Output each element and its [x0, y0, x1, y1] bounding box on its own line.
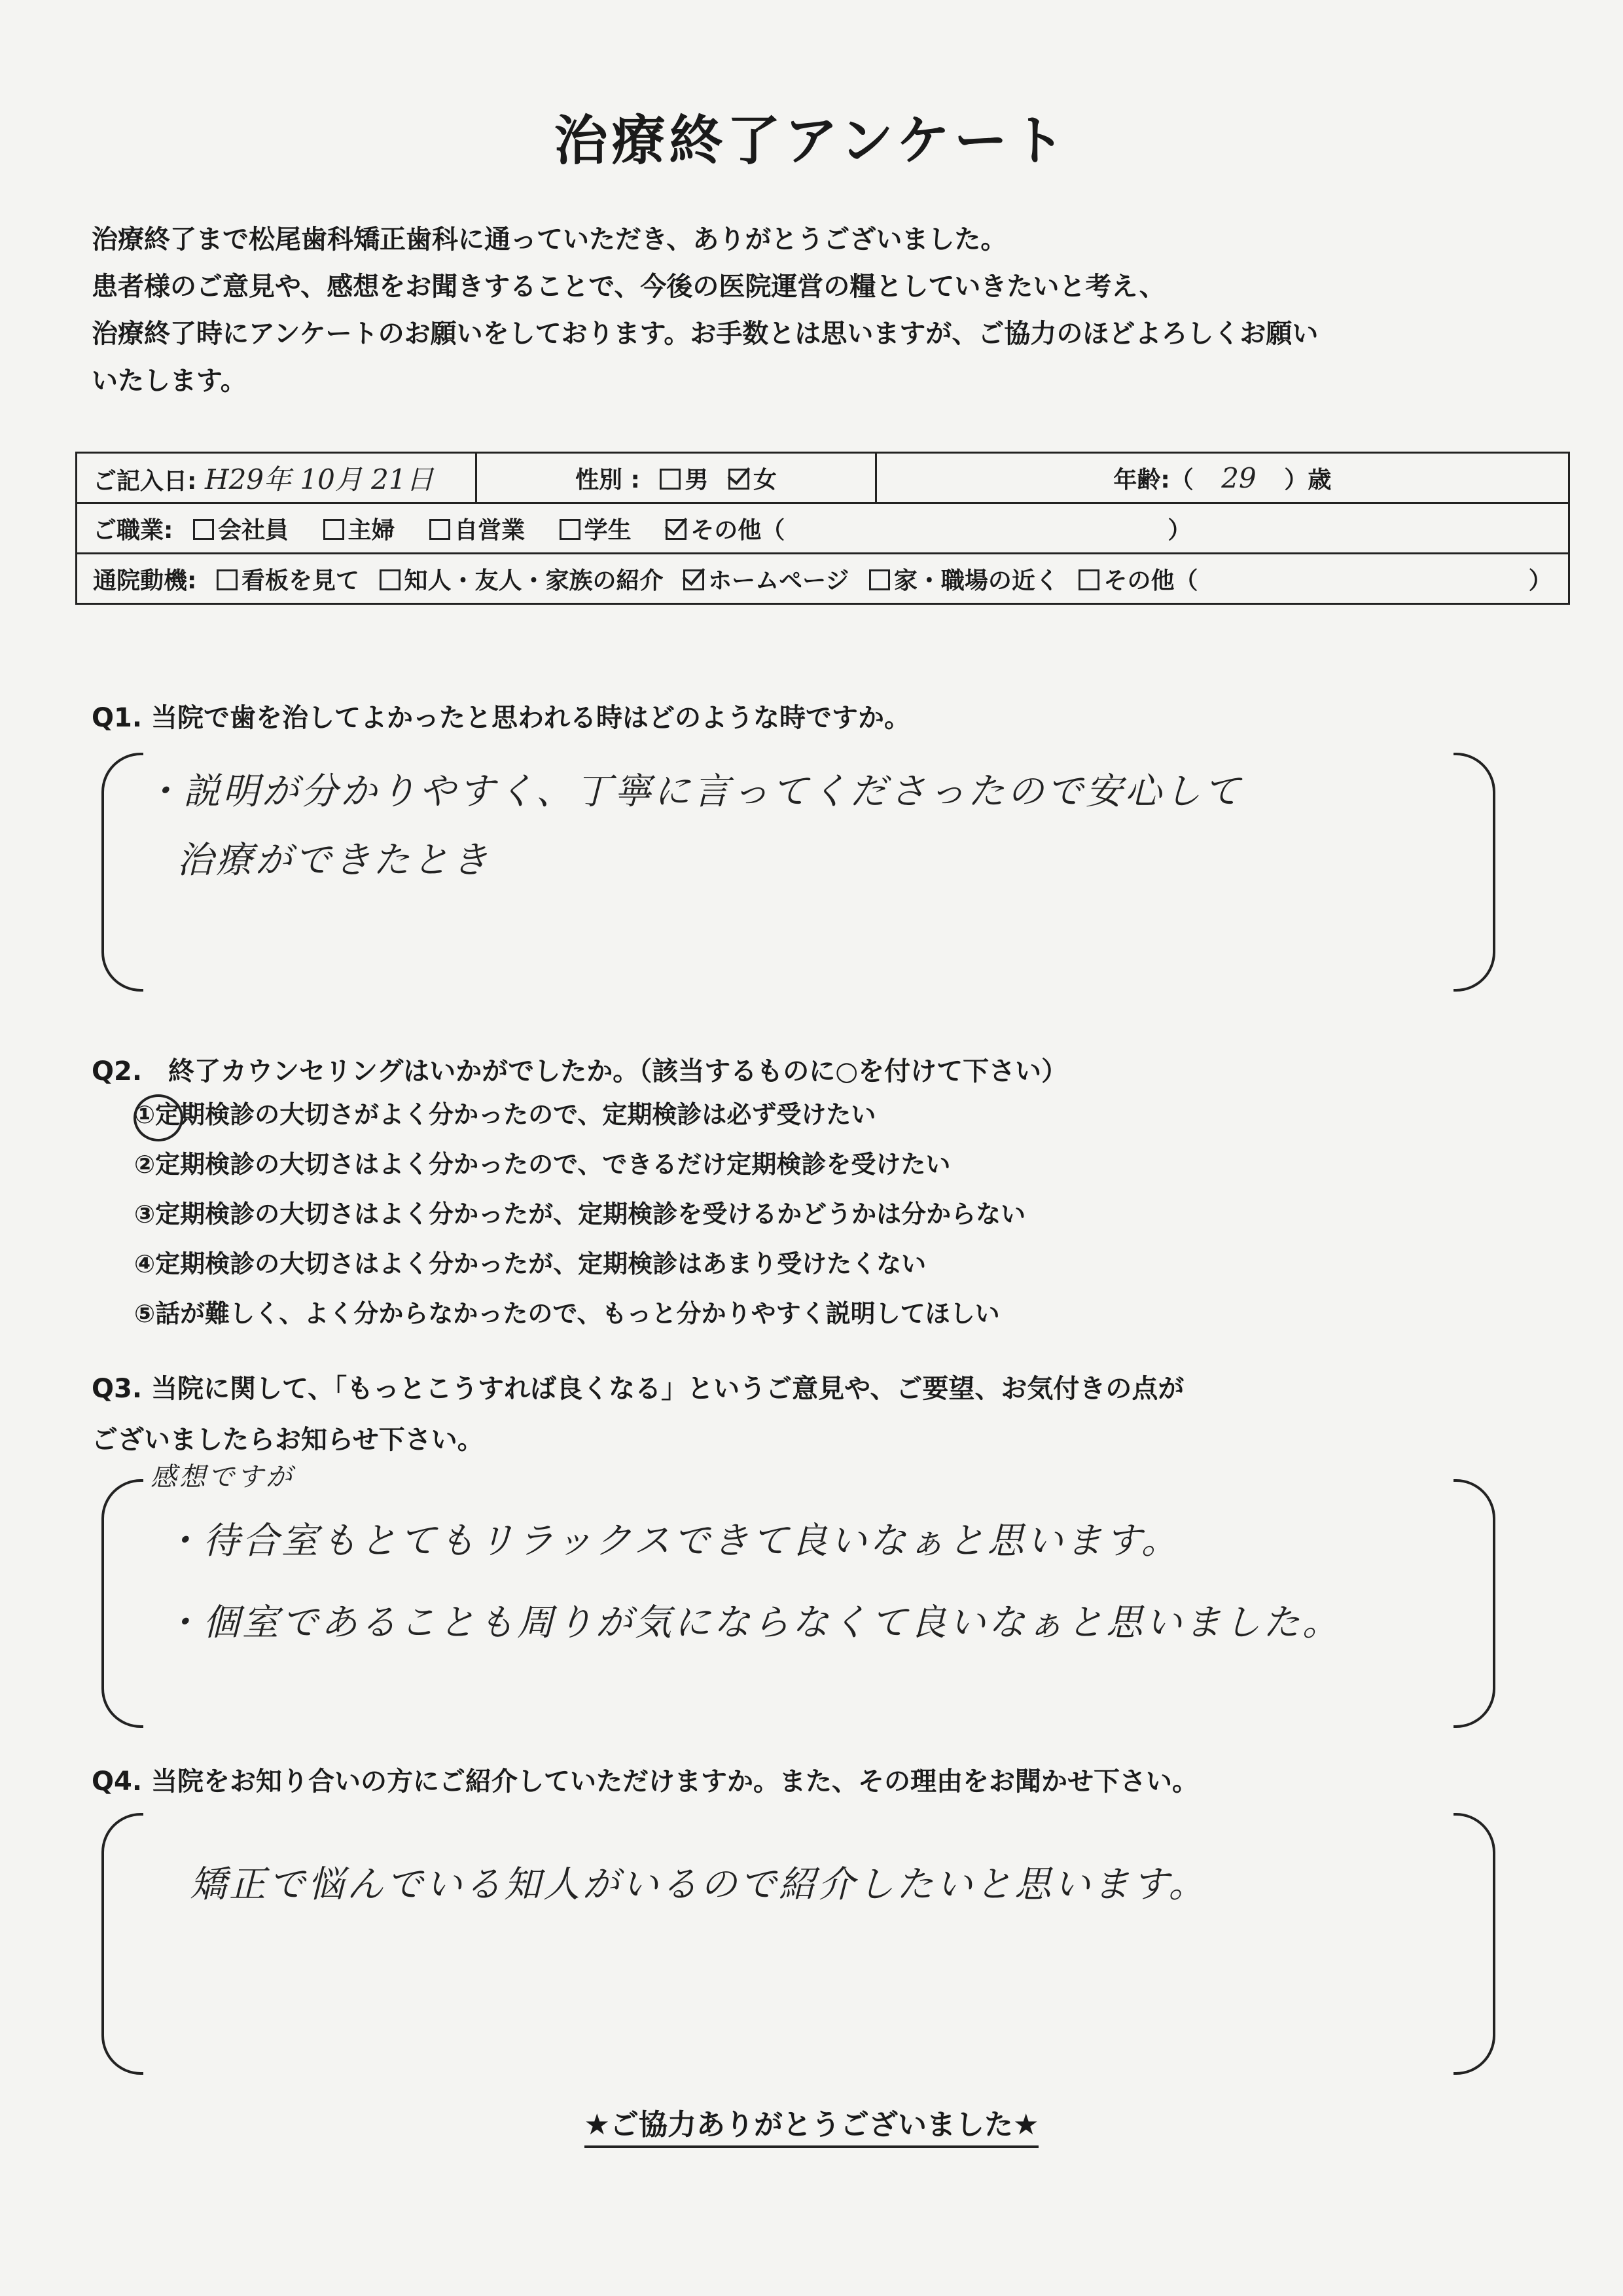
bracket-right	[1454, 1813, 1495, 2075]
occ-other-checkbox[interactable]	[666, 519, 687, 540]
page-title: 治療終了アンケート	[554, 110, 1069, 172]
occ-other-close: ）	[1168, 516, 1192, 544]
selected-option-circle	[134, 1094, 183, 1141]
age-label: 年齢:（	[1113, 466, 1194, 493]
q2-option[interactable]: ②定期検診の大切さはよく分かったので、できるだけ定期検診を受けたい	[134, 1150, 951, 1179]
q4-answer-box[interactable]	[101, 1813, 1495, 2075]
occ-housewife-label: 主婦	[348, 516, 395, 544]
occ-student-label: 学生	[584, 516, 632, 544]
female-checkbox[interactable]	[728, 469, 749, 490]
mot-sign-label: 看板を見て	[241, 567, 359, 594]
age-value[interactable]: 29	[1221, 461, 1257, 494]
mot-other-checkbox[interactable]	[1079, 569, 1099, 590]
bracket-left	[101, 753, 143, 992]
date-label: ご記入日:	[93, 468, 197, 495]
footer-thanks	[0, 2101, 1623, 2143]
q3-question-line: ございましたらお知らせ下さい。	[92, 1425, 484, 1455]
q2-option[interactable]: ③定期検診の大切さはよく分かったが、定期検診を受けるかどうかは分からない	[134, 1200, 1026, 1229]
intro-text	[92, 216, 1531, 404]
occ-other-label: その他（	[690, 516, 785, 544]
age-suffix: ）歳	[1284, 466, 1332, 493]
q2-option[interactable]: ⑤話が難しく、よく分からなかったので、もっと分かりやすく説明してほしい	[134, 1299, 1000, 1328]
footer-text: ★ご協力ありがとうございました★	[584, 2108, 1039, 2148]
female-label: 女	[753, 466, 777, 493]
male-checkbox[interactable]	[660, 469, 681, 490]
q2-options	[134, 1090, 1026, 1338]
bracket-left	[101, 1479, 143, 1728]
q3-note: 感想ですが	[151, 1462, 294, 1492]
q4-answer-line: 矯正で悩んでいる知人がいるので紹介したいと思います。	[190, 1863, 1208, 1906]
mot-sign-checkbox[interactable]	[217, 569, 238, 590]
bracket-right	[1454, 753, 1495, 992]
intro-line: 治療終了時にアンケートのお願いをしております。お手数とは思いますが、ご協力のほどよろしくお願い	[92, 319, 1319, 349]
mot-other-label: その他（	[1103, 567, 1198, 594]
occ-self-label: 自営業	[454, 516, 526, 544]
motive-row	[77, 554, 1569, 604]
intro-line: 患者様のご意見や、感想をお聞きすることで、今後の医院運営の糧としていきたいと考え、	[92, 272, 1166, 302]
q3-answer-line: ・個室であることも周りが気にならなくて良いなぁと思いました。	[164, 1602, 1342, 1644]
mot-near-checkbox[interactable]	[869, 569, 890, 590]
q3-answer-line: ・待合室もとてもリラックスできて良いなぁと思います。	[164, 1520, 1181, 1562]
gender-cell	[476, 453, 876, 503]
q2-option[interactable]: ④定期検診の大切さはよく分かったが、定期検診はあまり受けたくない	[134, 1249, 927, 1278]
mot-near-label: 家・職場の近く	[893, 567, 1059, 594]
date-value[interactable]: H29年 10月 21日	[204, 463, 434, 495]
age-cell	[876, 453, 1569, 503]
mot-homepage-checkbox[interactable]	[683, 569, 704, 590]
intro-line: いたします。	[92, 366, 247, 396]
occ-company-checkbox[interactable]	[193, 519, 214, 540]
q1-question: Q1. 当院で歯を治してよかったと思われる時はどのような時ですか。	[92, 703, 910, 733]
motive-label: 通院動機:	[93, 567, 197, 594]
q2-question: Q2. 終了カウンセリングはいかがでしたか。（該当するものに○を付けて下さい）	[92, 1056, 1068, 1086]
q1-answer-line: ・説明が分かりやすく、丁寧に言ってくださったので安心して	[144, 770, 1243, 813]
gender-label: 性別 :	[575, 466, 640, 493]
mot-other-close: ）	[1528, 567, 1552, 594]
mot-homepage-label: ホームページ	[708, 567, 849, 594]
intro-line: 治療終了まで松尾歯科矯正歯科に通っていただき、ありがとうございました。	[92, 224, 1007, 255]
male-label: 男	[685, 466, 709, 493]
q1-answer-line: 治療ができたとき	[177, 839, 491, 882]
patient-info-table	[75, 452, 1570, 605]
date-cell	[77, 453, 476, 503]
bracket-left	[101, 1813, 143, 2075]
occ-housewife-checkbox[interactable]	[323, 519, 344, 540]
occ-student-checkbox[interactable]	[560, 519, 580, 540]
mot-friend-checkbox[interactable]	[380, 569, 401, 590]
bracket-right	[1454, 1479, 1495, 1728]
occupation-row	[77, 503, 1569, 554]
q4-question: Q4. 当院をお知り合いの方にご紹介していただけますか。また、その理由をお聞かせ下さい。	[92, 1767, 1198, 1797]
q2-option[interactable]: ①定期検診の大切さがよく分かったので、定期検診は必ず受けたい	[134, 1100, 876, 1129]
occ-company-label: 会社員	[217, 516, 289, 544]
mot-friend-label: 知人・友人・家族の紹介	[404, 567, 664, 594]
occupation-label: ご職業:	[93, 516, 173, 544]
q3-question-line: Q3. 当院に関して、「もっとこうすれば良くなる」というご意見や、ご要望、お気付きの点が	[92, 1374, 1185, 1404]
occ-self-checkbox[interactable]	[429, 519, 450, 540]
